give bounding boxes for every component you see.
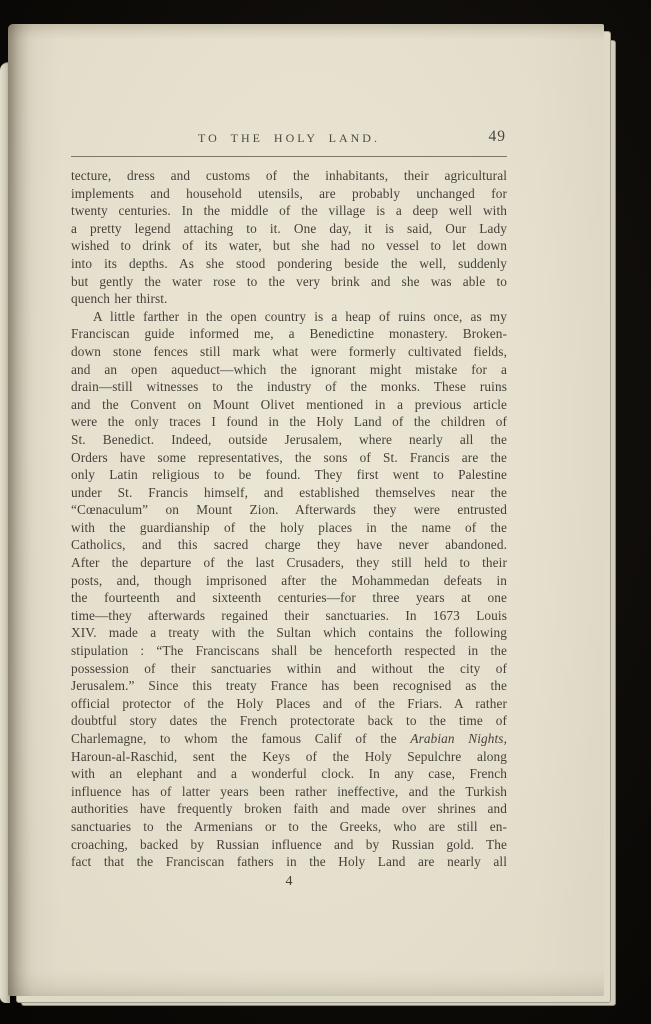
text-line: tecture, dress and customs of the inhabitants, their agricultural	[71, 168, 507, 183]
text-line: down stone fences still mark what were formerly cultivated fields,	[71, 343, 507, 359]
text-line: influence has of latter years been rather ineffective, and the Turkish	[71, 783, 507, 799]
text-line: fact that the Franciscan fathers in the Holy Land are nearly all	[71, 854, 507, 870]
text-line: under St. Francis himself, and established themselves near the	[71, 484, 507, 500]
text-line: quench her thirst.	[71, 291, 168, 307]
text-line: Franciscan guide informed me, a Benedictine monastery. Broken-	[71, 326, 507, 342]
page-number: 49	[488, 128, 506, 145]
page-body	[71, 167, 507, 871]
paragraph	[71, 167, 507, 308]
text-line: and the Convent on Mount Olivet mentioned in a previous article	[71, 396, 507, 412]
text-line: possession of their sanctuaries within and without the city of	[71, 660, 507, 676]
text-line: time—they afterwards regained their sanctuaries. In 1673 Louis	[71, 607, 507, 623]
text-line: the fourteenth and sixteenth centuries—for three years at one	[71, 590, 507, 606]
text-line: A little farther in the open country is a heap of ruins once, as my	[93, 308, 507, 324]
text-line: Catholics, and this sacred charge they have never abandoned.	[71, 537, 507, 553]
text-line: drain—still witnesses to the industry of the monks. These ruins	[71, 379, 507, 395]
running-header-title: TO THE HOLY LAND.	[198, 131, 380, 145]
text-line: XIV. made a treaty with the Sultan which contains the following	[71, 625, 507, 641]
text-line: Charlemagne, to whom the famous Calif of the Arabian Nights,	[71, 731, 508, 746]
text-line: but gently the water rose to the very brink and she was able to	[71, 273, 507, 289]
text-line: wished to drink of its water, but she had no vessel to let down	[71, 238, 507, 254]
text-line: only Latin religious to be found. They first went to Palestine	[71, 467, 507, 483]
text-line: official protector of the Holy Places and of the Friars. A rather	[71, 695, 507, 711]
header-rule	[71, 156, 507, 157]
text-line: Haroun-al-Raschid, sent the Keys of the Holy Sepulchre along	[71, 748, 507, 764]
text-line: St. Benedict. Indeed, outside Jerusalem, where nearly all the	[71, 431, 507, 447]
text-line: authorities have frequently broken faith and made over shrines and	[71, 801, 507, 817]
running-head	[71, 128, 507, 150]
text-line: doubtful story dates the French protectorate back to the time of	[71, 713, 507, 729]
text-line: stipulation : “The Franciscans shall be henceforth respected in the	[71, 643, 507, 659]
text-line: After the departure of the last Crusaders, they still held to their	[71, 555, 507, 571]
text-line: were the only traces I found in the Holy Land of the children of	[71, 414, 507, 430]
text-line: croaching, backed by Russian influence and by Russian gold. The	[71, 836, 507, 852]
text-line: into its depths. As she stood pondering beside the well, suddenly	[71, 255, 507, 271]
book-page	[8, 24, 604, 996]
text-line: sanctuaries to the Armenians or to the Greeks, who are still en-	[71, 818, 507, 834]
text-line: Orders have some representatives, the sons of St. Francis are the	[71, 449, 507, 465]
text-line: a pretty legend attaching to it. One day, it is said, Our Lady	[71, 220, 507, 236]
paragraph	[71, 308, 507, 871]
text-line: and an open aqueduct—which the ignorant might mistake for a	[71, 361, 507, 377]
text-line: with the guardianship of the holy places in the name of the	[71, 519, 507, 535]
text-line: implements and household utensils, are probably unchanged for	[71, 185, 507, 201]
text-line: with an elephant and a wonderful clock. In any case, French	[71, 766, 507, 782]
text-line: twenty centuries. In the middle of the village is a deep well with	[71, 203, 507, 219]
text-line: Jerusalem.” Since this treaty France has been recognised as the	[71, 678, 507, 694]
text-line: posts, and, though imprisoned after the Mohammedan defeats in	[71, 572, 507, 588]
text-line: “Cœnaculum” on Mount Zion. Afterwards they were entrusted	[71, 502, 507, 518]
signature-mark: 4	[285, 874, 293, 889]
